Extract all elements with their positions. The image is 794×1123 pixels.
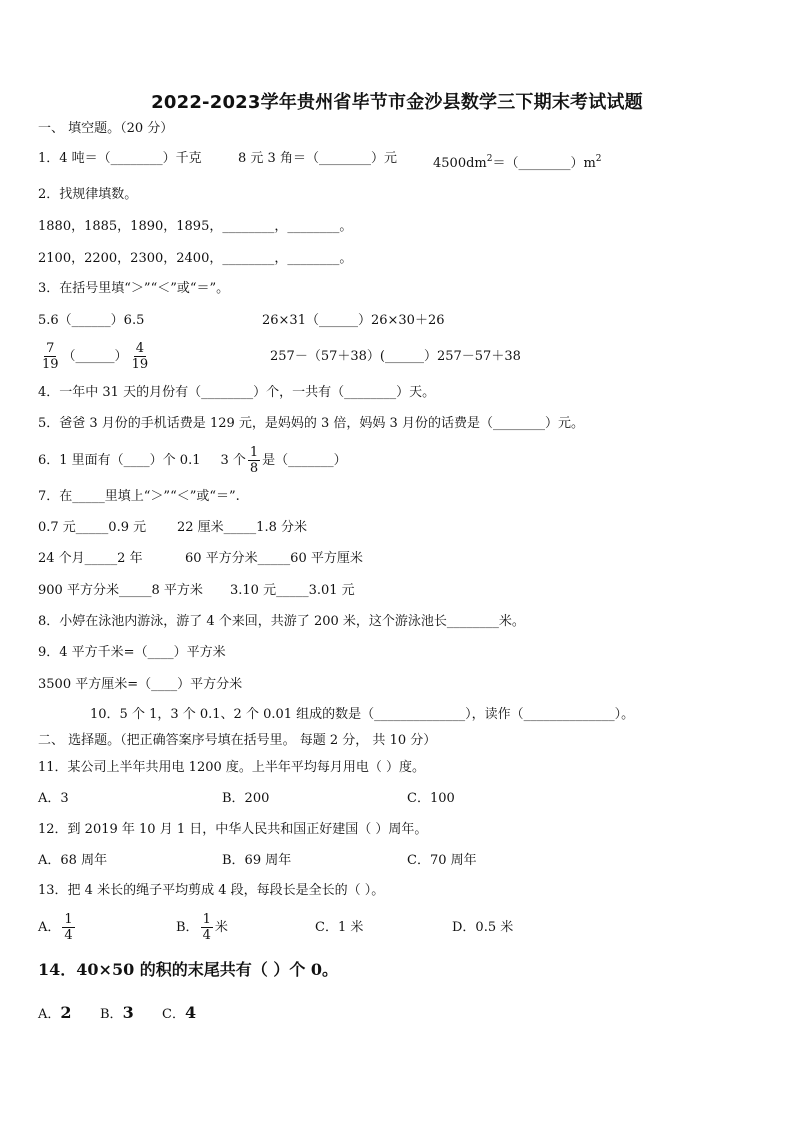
question-2-row1: 1880，1885，1890，1895，________，________。 — [38, 219, 353, 234]
option-b: B． $\frac{1}{4}$ 米 — [176, 912, 228, 943]
fraction: $\frac{7}{19}$ — [42, 341, 59, 372]
question-7-row1b: 22 厘米_____1.8 分米 — [177, 520, 307, 535]
option-b: B．69 周年 — [222, 853, 292, 868]
option-d: D．0.5 米 — [452, 920, 514, 935]
question-3-row2b: 257－（57＋38）(______）257－57＋38 — [270, 349, 521, 364]
question-7-row1a: 0.7 元_____0.9 元 — [38, 520, 147, 535]
question-14: 14．40×50 的积的末尾共有（ ）个 0。 — [38, 960, 339, 979]
fraction: $\frac{1}{4}$ — [202, 912, 211, 943]
option-b: B．200 — [222, 791, 270, 806]
question-10: 10．5 个 1，3 个 0.1、2 个 0.01 组成的数是（______________），读作（______________）。 — [90, 707, 635, 722]
fraction: $\frac{1}{8}$ — [249, 445, 259, 476]
question-12: 12．到 2019 年 10 月 1 日，中华人民共和国正好建国（ ）周年。 — [38, 822, 428, 837]
option-c: C．1 米 — [315, 920, 364, 935]
question-3-row2a: $\frac{7}{19}$ （______） $\frac{4}{19}$ — [42, 341, 149, 372]
question-3-head: 3．在括号里填“＞”“＜”或“＝”。 — [38, 281, 230, 296]
question-7-row3a: 900 平方分米_____8 平方米 — [38, 583, 203, 598]
question-1a: 1．4 吨＝（________）千克 — [38, 151, 202, 166]
question-13: 13．把 4 米长的绳子平均剪成 4 段，每段长是全长的（ ）。 — [38, 883, 385, 898]
fraction: $\frac{1}{4}$ — [64, 912, 73, 943]
fraction: $\frac{4}{19}$ — [131, 341, 149, 372]
option-a: A．2 — [38, 1003, 72, 1022]
question-1b: 8 元 3 角＝（________）元 — [238, 151, 397, 166]
option-c: C．70 周年 — [407, 853, 477, 868]
question-1c: $4500dm^2=(\_\_\_\_\_\_\_\_)m^2$ — [433, 154, 602, 171]
question-2-row2: 2100，2200，2300，2400，________，________。 — [38, 251, 353, 266]
option-a: A．3 — [38, 791, 69, 806]
option-b: B．3 — [100, 1003, 134, 1022]
question-7-head: 7．在_____里填上“＞”“＜”或“＝”. — [38, 489, 240, 504]
question-9-row1: 9．4 平方千米=（____）平方米 — [38, 645, 226, 660]
question-6: 6．1 里面有（____）个 0.1 3 个 $\frac{1}{8}$ 是（_______） — [38, 445, 347, 476]
question-9-row2: 3500 平方厘米=（____）平方分米 — [38, 677, 243, 692]
page-title: 2022-2023学年贵州省毕节市金沙县数学三下期末考试试题 — [151, 92, 643, 113]
question-7-row3b: 3.10 元_____3.01 元 — [230, 583, 355, 598]
question-2-head: 2．找规律填数。 — [38, 187, 138, 202]
question-8: 8．小婷在泳池内游泳，游了 4 个来回，共游了 200 米，这个游泳池长________米。 — [38, 614, 525, 629]
question-3-row1b: 26×31（______）26×30＋26 — [262, 313, 445, 328]
question-7-row2b: 60 平方分米_____60 平方厘米 — [185, 551, 363, 566]
question-4: 4．一年中 31 天的月份有（________）个，一共有（________）天。 — [38, 385, 436, 400]
option-c: C．4 — [162, 1003, 197, 1022]
option-c: C．100 — [407, 791, 455, 806]
option-a: A． $\frac{1}{4}$ — [38, 912, 73, 943]
option-a: A．68 周年 — [38, 853, 108, 868]
section-heading-choice: 二、 选择题。（把正确答案序号填在括号里。 每题 2 分， 共 10 分） — [38, 733, 437, 748]
section-heading-fill: 一、 填空题。（20 分） — [38, 121, 174, 136]
question-7-row2a: 24 个月_____2 年 — [38, 551, 143, 566]
question-11: 11．某公司上半年共用电 1200 度。上半年平均每月用电（ ）度。 — [38, 760, 426, 775]
question-5: 5．爸爸 3 月份的手机话费是 129 元，是妈妈的 3 倍，妈妈 3 月份的话费是（________）元。 — [38, 416, 584, 431]
question-3-row1a: 5.6（______）6.5 — [38, 313, 145, 328]
